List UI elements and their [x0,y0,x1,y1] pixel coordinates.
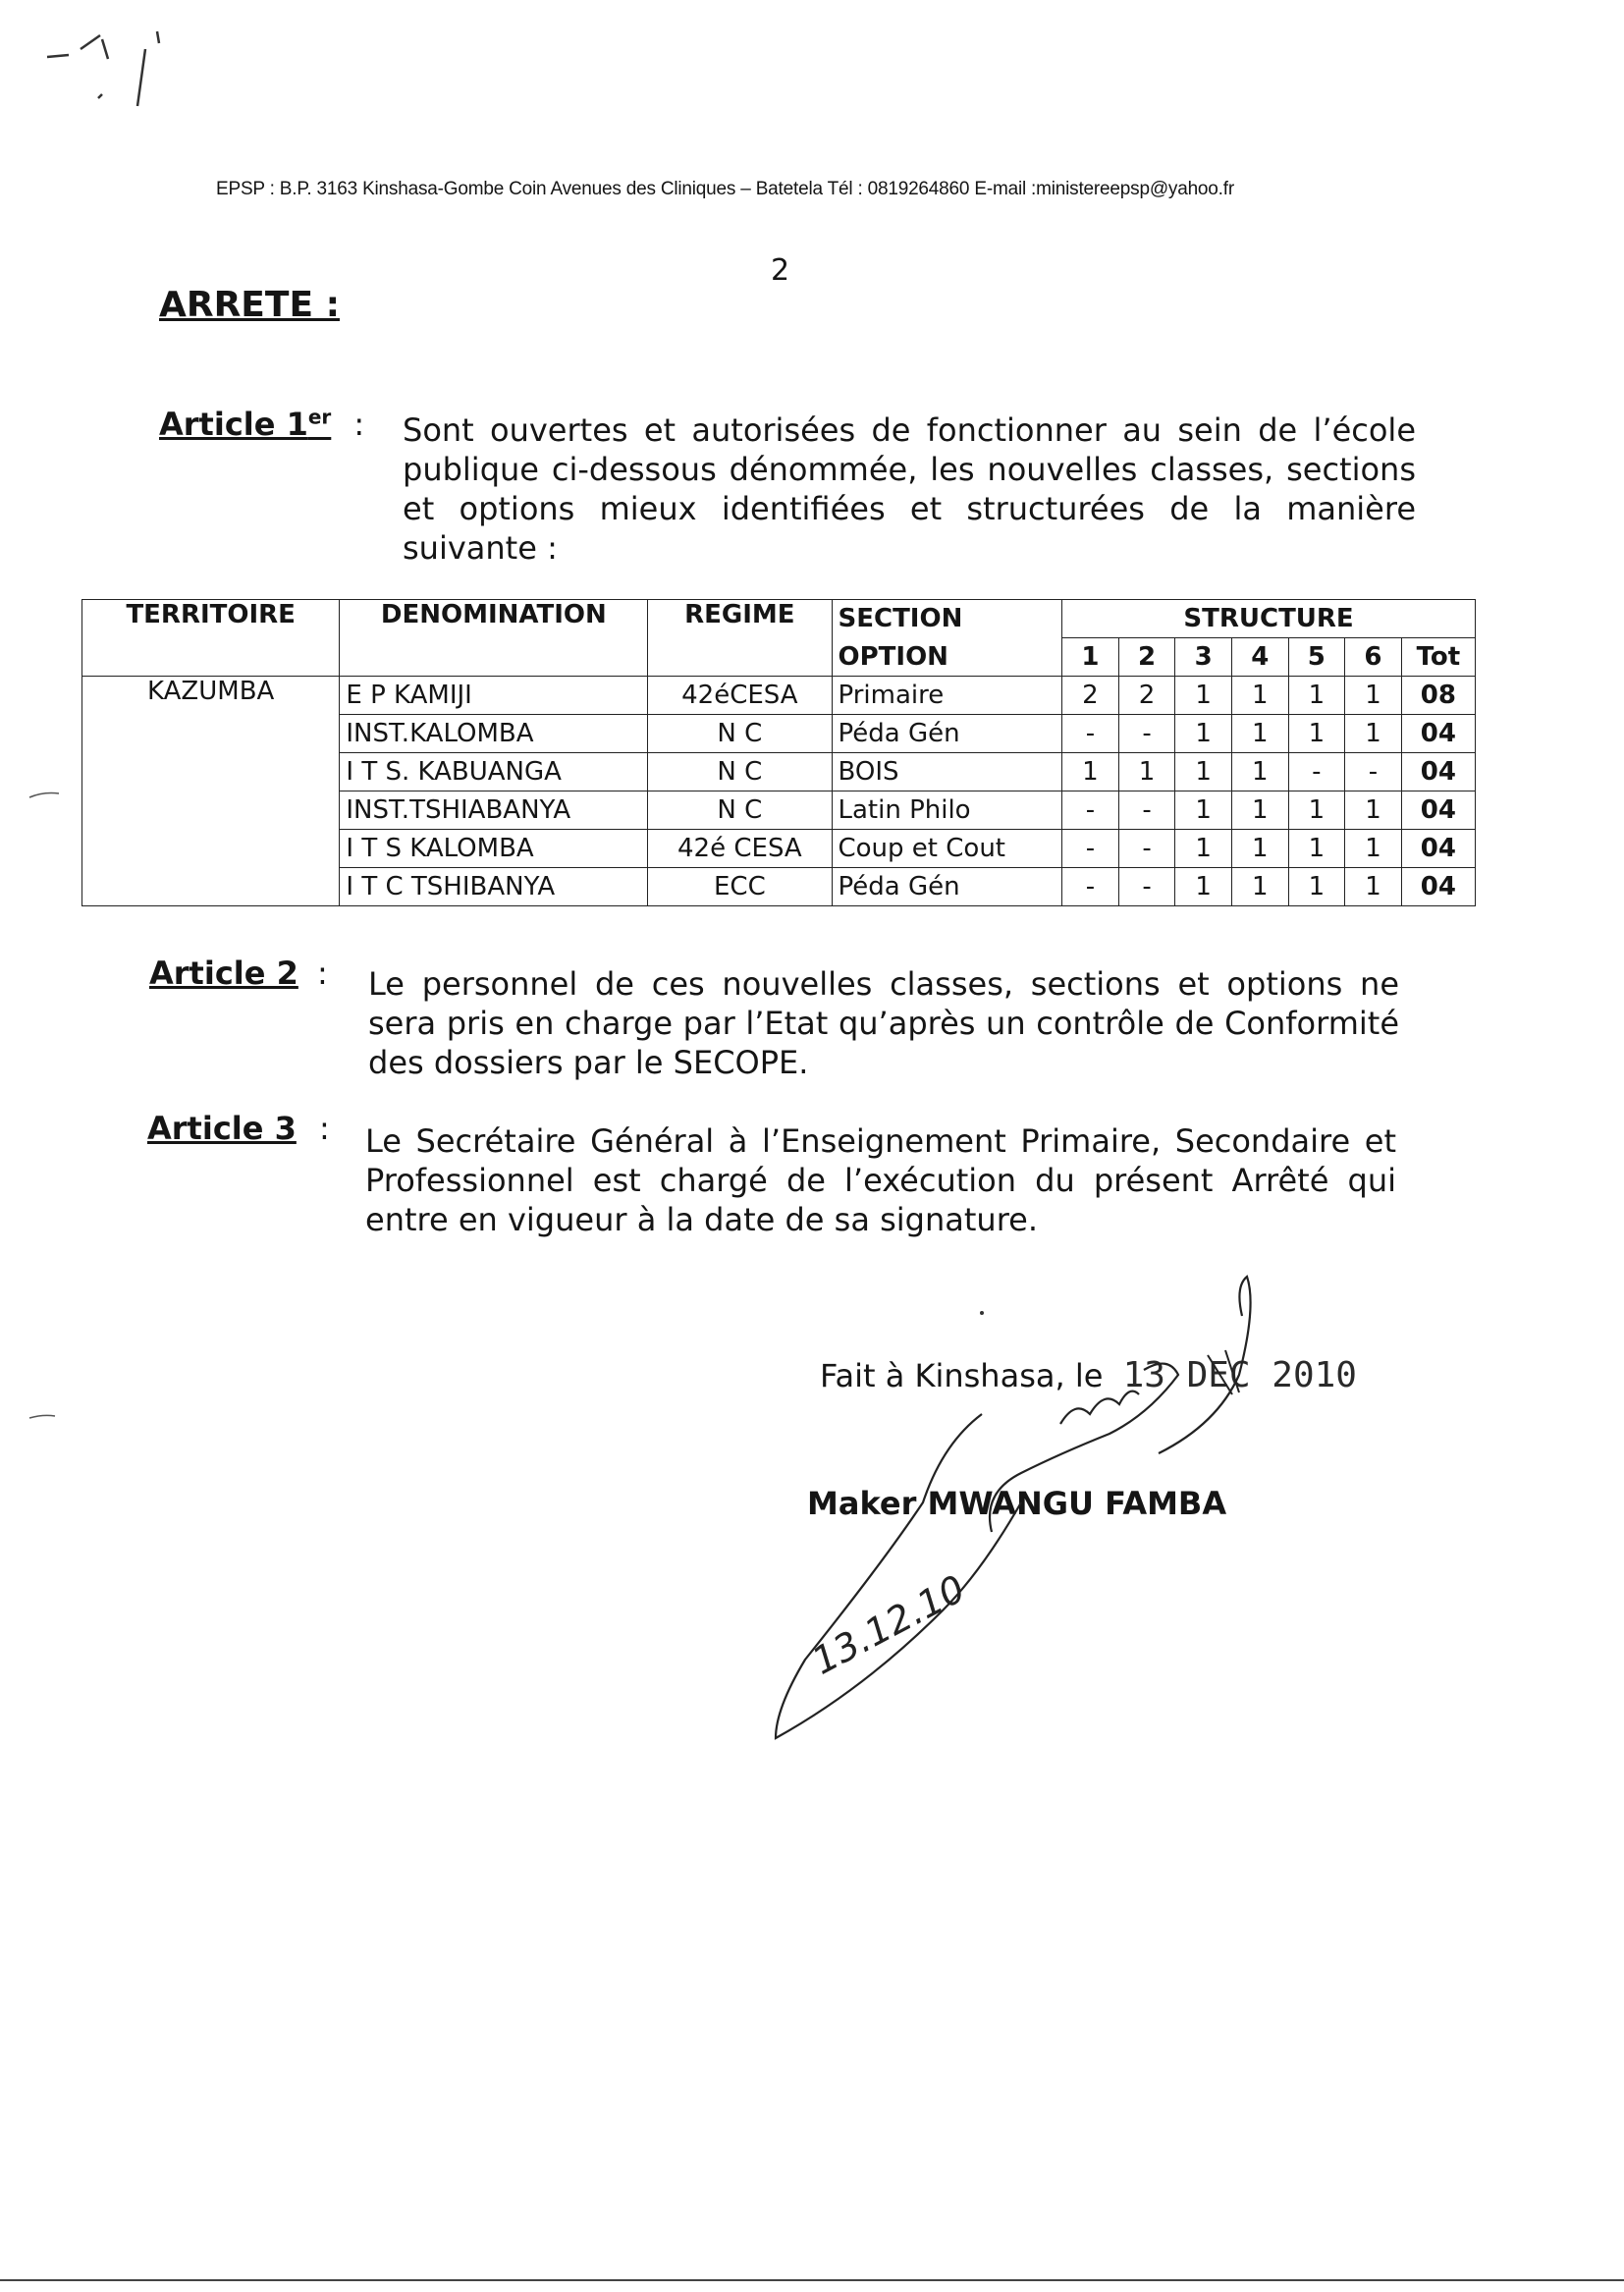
header-col-5: 5 [1288,638,1345,677]
structure-cell: 1 [1231,791,1288,830]
structure-cell: 1 [1288,868,1345,906]
total-cell: 04 [1401,868,1475,906]
structure-cell: 1 [1345,830,1402,868]
school-name: I T S KALOMBA [340,830,648,868]
structure-cell: 1 [1231,677,1288,715]
stray-mark [29,1415,55,1418]
option-cell: Latin Philo [832,791,1062,830]
option-cell: Péda Gén [832,868,1062,906]
header-contact: EPSP : B.P. 3163 Kinshasa-Gombe Coin Avenues des Cliniques – Batetela Tél : 0819264860 E-mail :ministereepsp@yahoo.fr [216,179,1234,199]
structure-cell: - [1062,791,1119,830]
stray-mark [29,793,59,798]
header-territoire: TERRITOIRE [82,600,340,677]
structure-cell: 2 [1118,677,1175,715]
header-col-3: 3 [1175,638,1232,677]
structure-cell: 2 [1062,677,1119,715]
header-col-6: 6 [1345,638,1402,677]
structure-cell: 1 [1231,753,1288,791]
school-name: I T S. KABUANGA [340,753,648,791]
structure-cell: 1 [1345,791,1402,830]
article2-text: Le personnel de ces nouvelles classes, sections et options ne sera pris en charge par l’Etat qu’après un contrôle de Conformité des dossiers par le SECOPE. [368,965,1399,1081]
school-name: E P KAMIJI [340,677,648,715]
structure-cell: 1 [1288,677,1345,715]
structure-cell: - [1118,715,1175,753]
article2-colon: : [316,955,328,992]
school-name: INST.KALOMBA [340,715,648,753]
header-col-1: 1 [1062,638,1119,677]
signature-stroke [1159,1277,1251,1453]
regime-cell: 42éCESA [648,677,832,715]
signature-stroke [1060,1392,1139,1424]
total-cell: 04 [1401,830,1475,868]
total-cell: 08 [1401,677,1475,715]
article1-colon: : [353,405,365,443]
structure-cell: - [1118,868,1175,906]
article3-text: Le Secrétaire Général à l’Enseignement Primaire, Secondaire et Professionnel est chargé de l’exécution du présent Arrêté qui entre en vigueur à la date de sa signature. [365,1122,1396,1238]
handwritten-date: 13.12.10 [805,1566,973,1683]
structure-cell: - [1345,753,1402,791]
article3-label: Article 3 [147,1110,297,1147]
article1-text: Sont ouvertes et autorisées de fonctionner au sein de l’école publique ci-dessous dénommée, les nouvelles classes, sections et options mieux identifiées et structurées de la manière suivante : [403,411,1416,567]
structure-cell: - [1062,830,1119,868]
option-cell: BOIS [832,753,1062,791]
header-section: SECTION [832,600,1062,638]
header-structure: STRUCTURE [1062,600,1476,638]
territory-cell: KAZUMBA [82,677,340,906]
structure-cell: - [1062,715,1119,753]
header-col-tot: Tot [1401,638,1475,677]
structure-cell: 1 [1345,677,1402,715]
structure-cell: 1 [1231,830,1288,868]
regime-cell: 42é CESA [648,830,832,868]
structure-cell: 1 [1288,830,1345,868]
signatory-name: Maker MWANGU FAMBA [807,1485,1227,1522]
school-name: I T C TSHIBANYA [340,868,648,906]
total-cell: 04 [1401,753,1475,791]
page-number: 2 [771,253,790,288]
structure-cell: 1 [1175,868,1232,906]
structure-cell: 1 [1175,677,1232,715]
structure-cell: 1 [1118,753,1175,791]
structure-cell: - [1062,868,1119,906]
total-cell: 04 [1401,791,1475,830]
school-name: INST.TSHIABANYA [340,791,648,830]
regime-cell: N C [648,791,832,830]
article3-colon: : [318,1110,330,1147]
option-cell: Péda Gén [832,715,1062,753]
stray-mark [47,31,159,106]
structure-cell: - [1288,753,1345,791]
total-cell: 04 [1401,715,1475,753]
structure-cell: 1 [1175,715,1232,753]
option-cell: Primaire [832,677,1062,715]
regime-cell: N C [648,715,832,753]
structure-cell: 1 [1062,753,1119,791]
header-regime: REGIME [648,600,832,677]
structure-cell: 1 [1175,830,1232,868]
structure-cell: 1 [1231,868,1288,906]
header-col-4: 4 [1231,638,1288,677]
structure-cell: - [1118,791,1175,830]
structure-cell: 1 [1175,791,1232,830]
regime-cell: ECC [648,868,832,906]
article1-label: Article 1er [159,405,332,443]
structure-cell: 1 [1231,715,1288,753]
structure-cell: 1 [1175,753,1232,791]
signature-stroke [776,1414,1021,1738]
structure-cell: - [1118,830,1175,868]
signature-stroke [1208,1350,1239,1394]
decision-heading: ARRETE : [159,285,340,325]
structure-cell: 1 [1288,715,1345,753]
regime-cell: N C [648,753,832,791]
article2-label: Article 2 [149,955,298,992]
place-date-label: Fait à Kinshasa, le [820,1357,1104,1394]
header-col-2: 2 [1118,638,1175,677]
header-denomination: DENOMINATION [340,600,648,677]
structure-cell: 1 [1345,868,1402,906]
header-option: OPTION [832,638,1062,677]
structure-cell: 1 [1288,791,1345,830]
structure-cell: 1 [1345,715,1402,753]
option-cell: Coup et Cout [832,830,1062,868]
date-stamp: 13 DEC 2010 [1122,1355,1357,1395]
ink-dot [980,1311,984,1315]
